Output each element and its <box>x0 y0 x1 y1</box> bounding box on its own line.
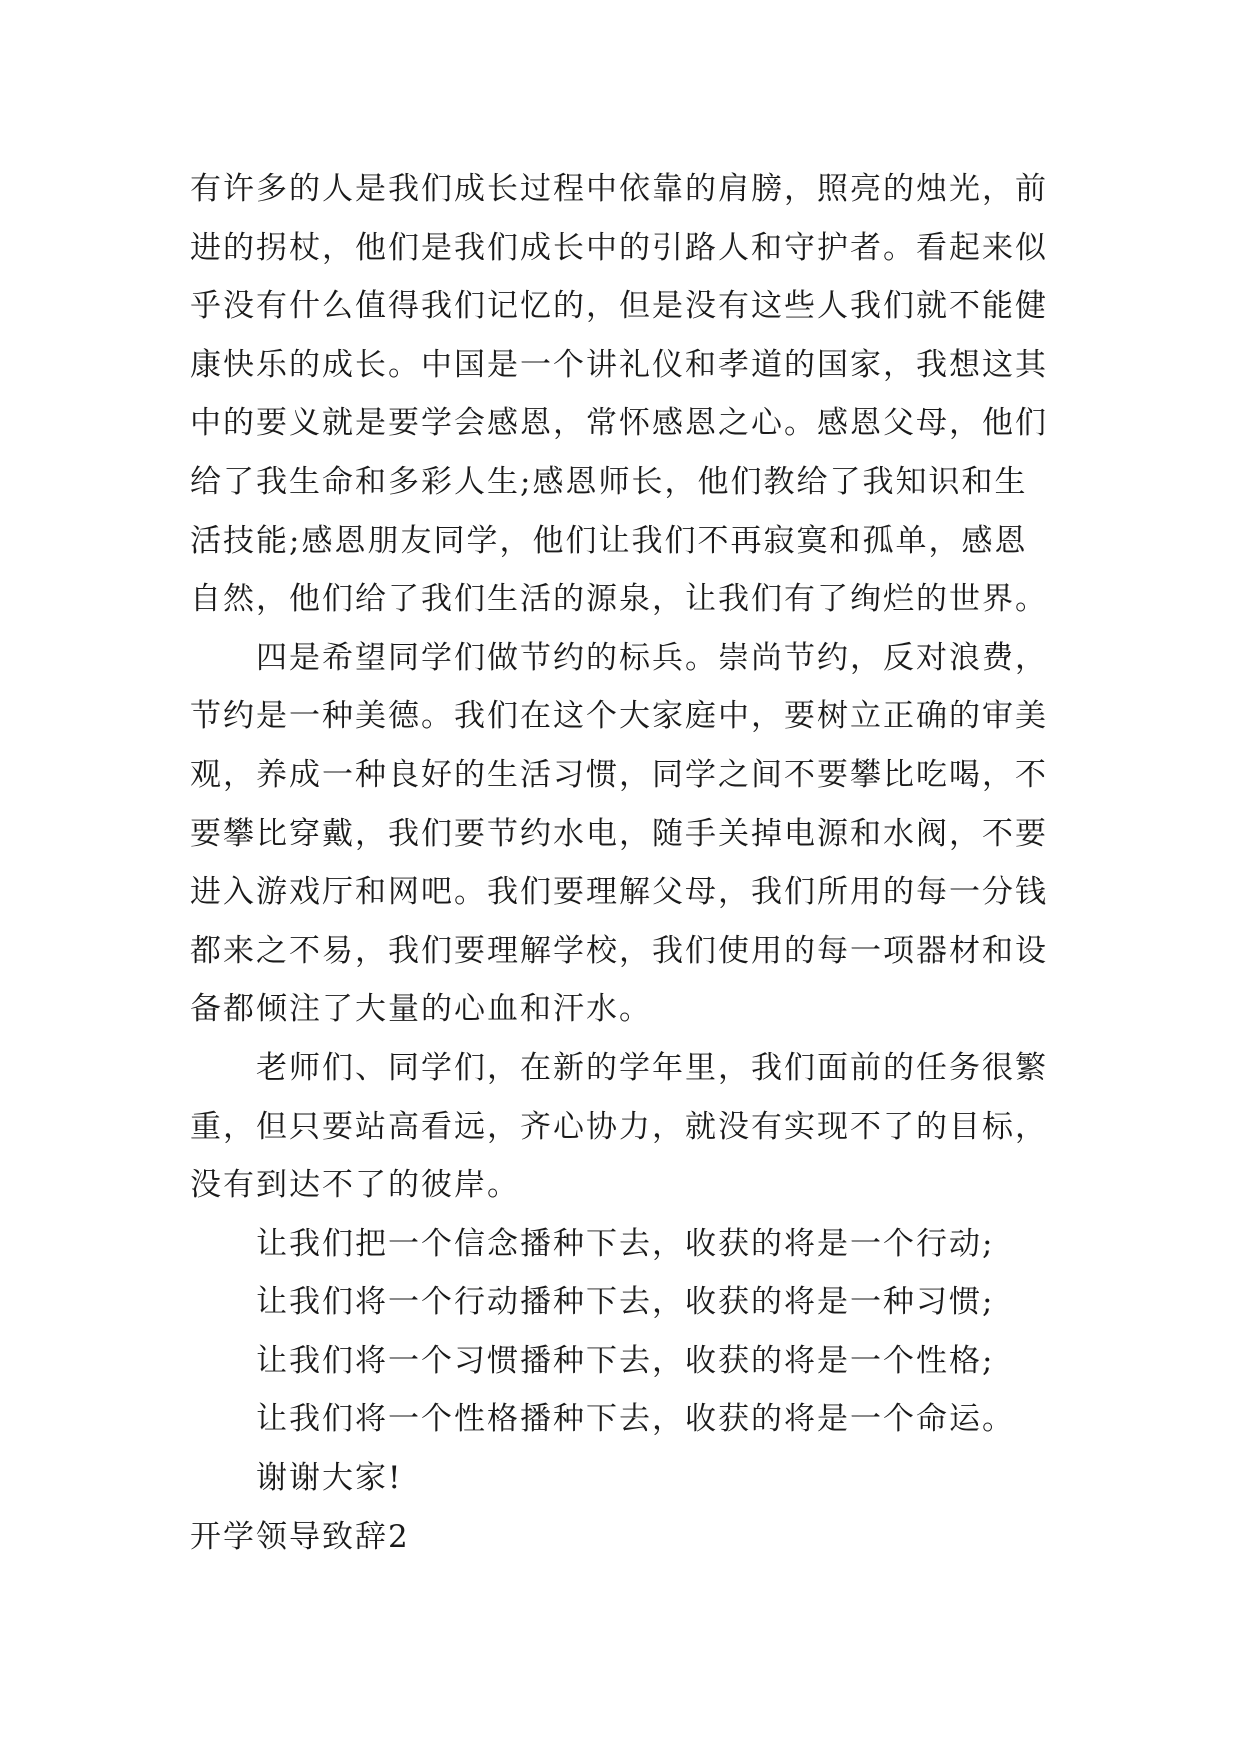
text-line: 没有到达不了的彼岸。 <box>190 1167 520 1204</box>
text-line: 康快乐的成长。中国是一个讲礼仪和孝道的国家，我想这其 <box>190 346 1048 383</box>
text-line: 让我们把一个信念播种下去，收获的将是一个行动; <box>256 1225 995 1262</box>
text-line: 进的拐杖，他们是我们成长中的引路人和守护者。看起来似 <box>190 229 1048 266</box>
paragraph-action <box>190 1273 1070 1332</box>
text-line: 都来之不易，我们要理解学校，我们使用的每一项器材和设 <box>190 932 1048 969</box>
paragraph-gratitude <box>190 160 1070 629</box>
text-line: 老师们、同学们，在新的学年里，我们面前的任务很繁 <box>256 1049 1048 1086</box>
paragraph-belief <box>190 1215 1070 1274</box>
section-heading: 开学领导致辞2 <box>190 1518 410 1555</box>
text-line: 让我们将一个行动播种下去，收获的将是一种习惯; <box>256 1284 995 1321</box>
text-line: 四是希望同学们做节约的标兵。崇尚节约，反对浪费， <box>256 639 1048 676</box>
text-line: 节约是一种美德。我们在这个大家庭中，要树立正确的审美 <box>190 698 1048 735</box>
text-line: 要攀比穿戴，我们要节约水电，随手关掉电源和水阀，不要 <box>190 815 1048 852</box>
paragraph-thrift <box>190 629 1070 1039</box>
text-line: 有许多的人是我们成长过程中依靠的肩膀，照亮的烛光，前 <box>190 171 1048 207</box>
text-line: 给了我生命和多彩人生;感恩师长，他们教给了我知识和生 <box>190 463 1028 500</box>
text-line: 让我们将一个习惯播种下去，收获的将是一个性格; <box>256 1342 995 1379</box>
text-line: 观，养成一种良好的生活习惯，同学之间不要攀比吃喝，不 <box>190 756 1048 793</box>
text-line: 中的要义就是要学会感恩，常怀感恩之心。感恩父母，他们 <box>190 405 1048 442</box>
text-line: 自然，他们给了我们生活的源泉，让我们有了绚烂的世界。 <box>190 581 1048 618</box>
text-line: 谢谢大家! <box>256 1460 403 1497</box>
text-line: 重，但只要站高看远，齐心协力，就没有实现不了的目标， <box>190 1108 1048 1145</box>
text-line: 让我们将一个性格播种下去，收获的将是一个命运。 <box>256 1401 1015 1438</box>
paragraph-character <box>190 1390 1070 1449</box>
text-line: 进入游戏厅和网吧。我们要理解父母，我们所用的每一分钱 <box>190 874 1048 911</box>
text-line: 活技能;感恩朋友同学，他们让我们不再寂寞和孤单，感恩 <box>190 522 1028 559</box>
document-body <box>190 160 1070 1566</box>
text-line: 备都倾注了大量的心血和汗水。 <box>190 991 652 1028</box>
text-line: 乎没有什么值得我们记忆的，但是没有这些人我们就不能健 <box>190 288 1048 325</box>
paragraph-habit <box>190 1332 1070 1391</box>
paragraph-new-year <box>190 1039 1070 1215</box>
paragraph-thanks <box>190 1449 1070 1508</box>
